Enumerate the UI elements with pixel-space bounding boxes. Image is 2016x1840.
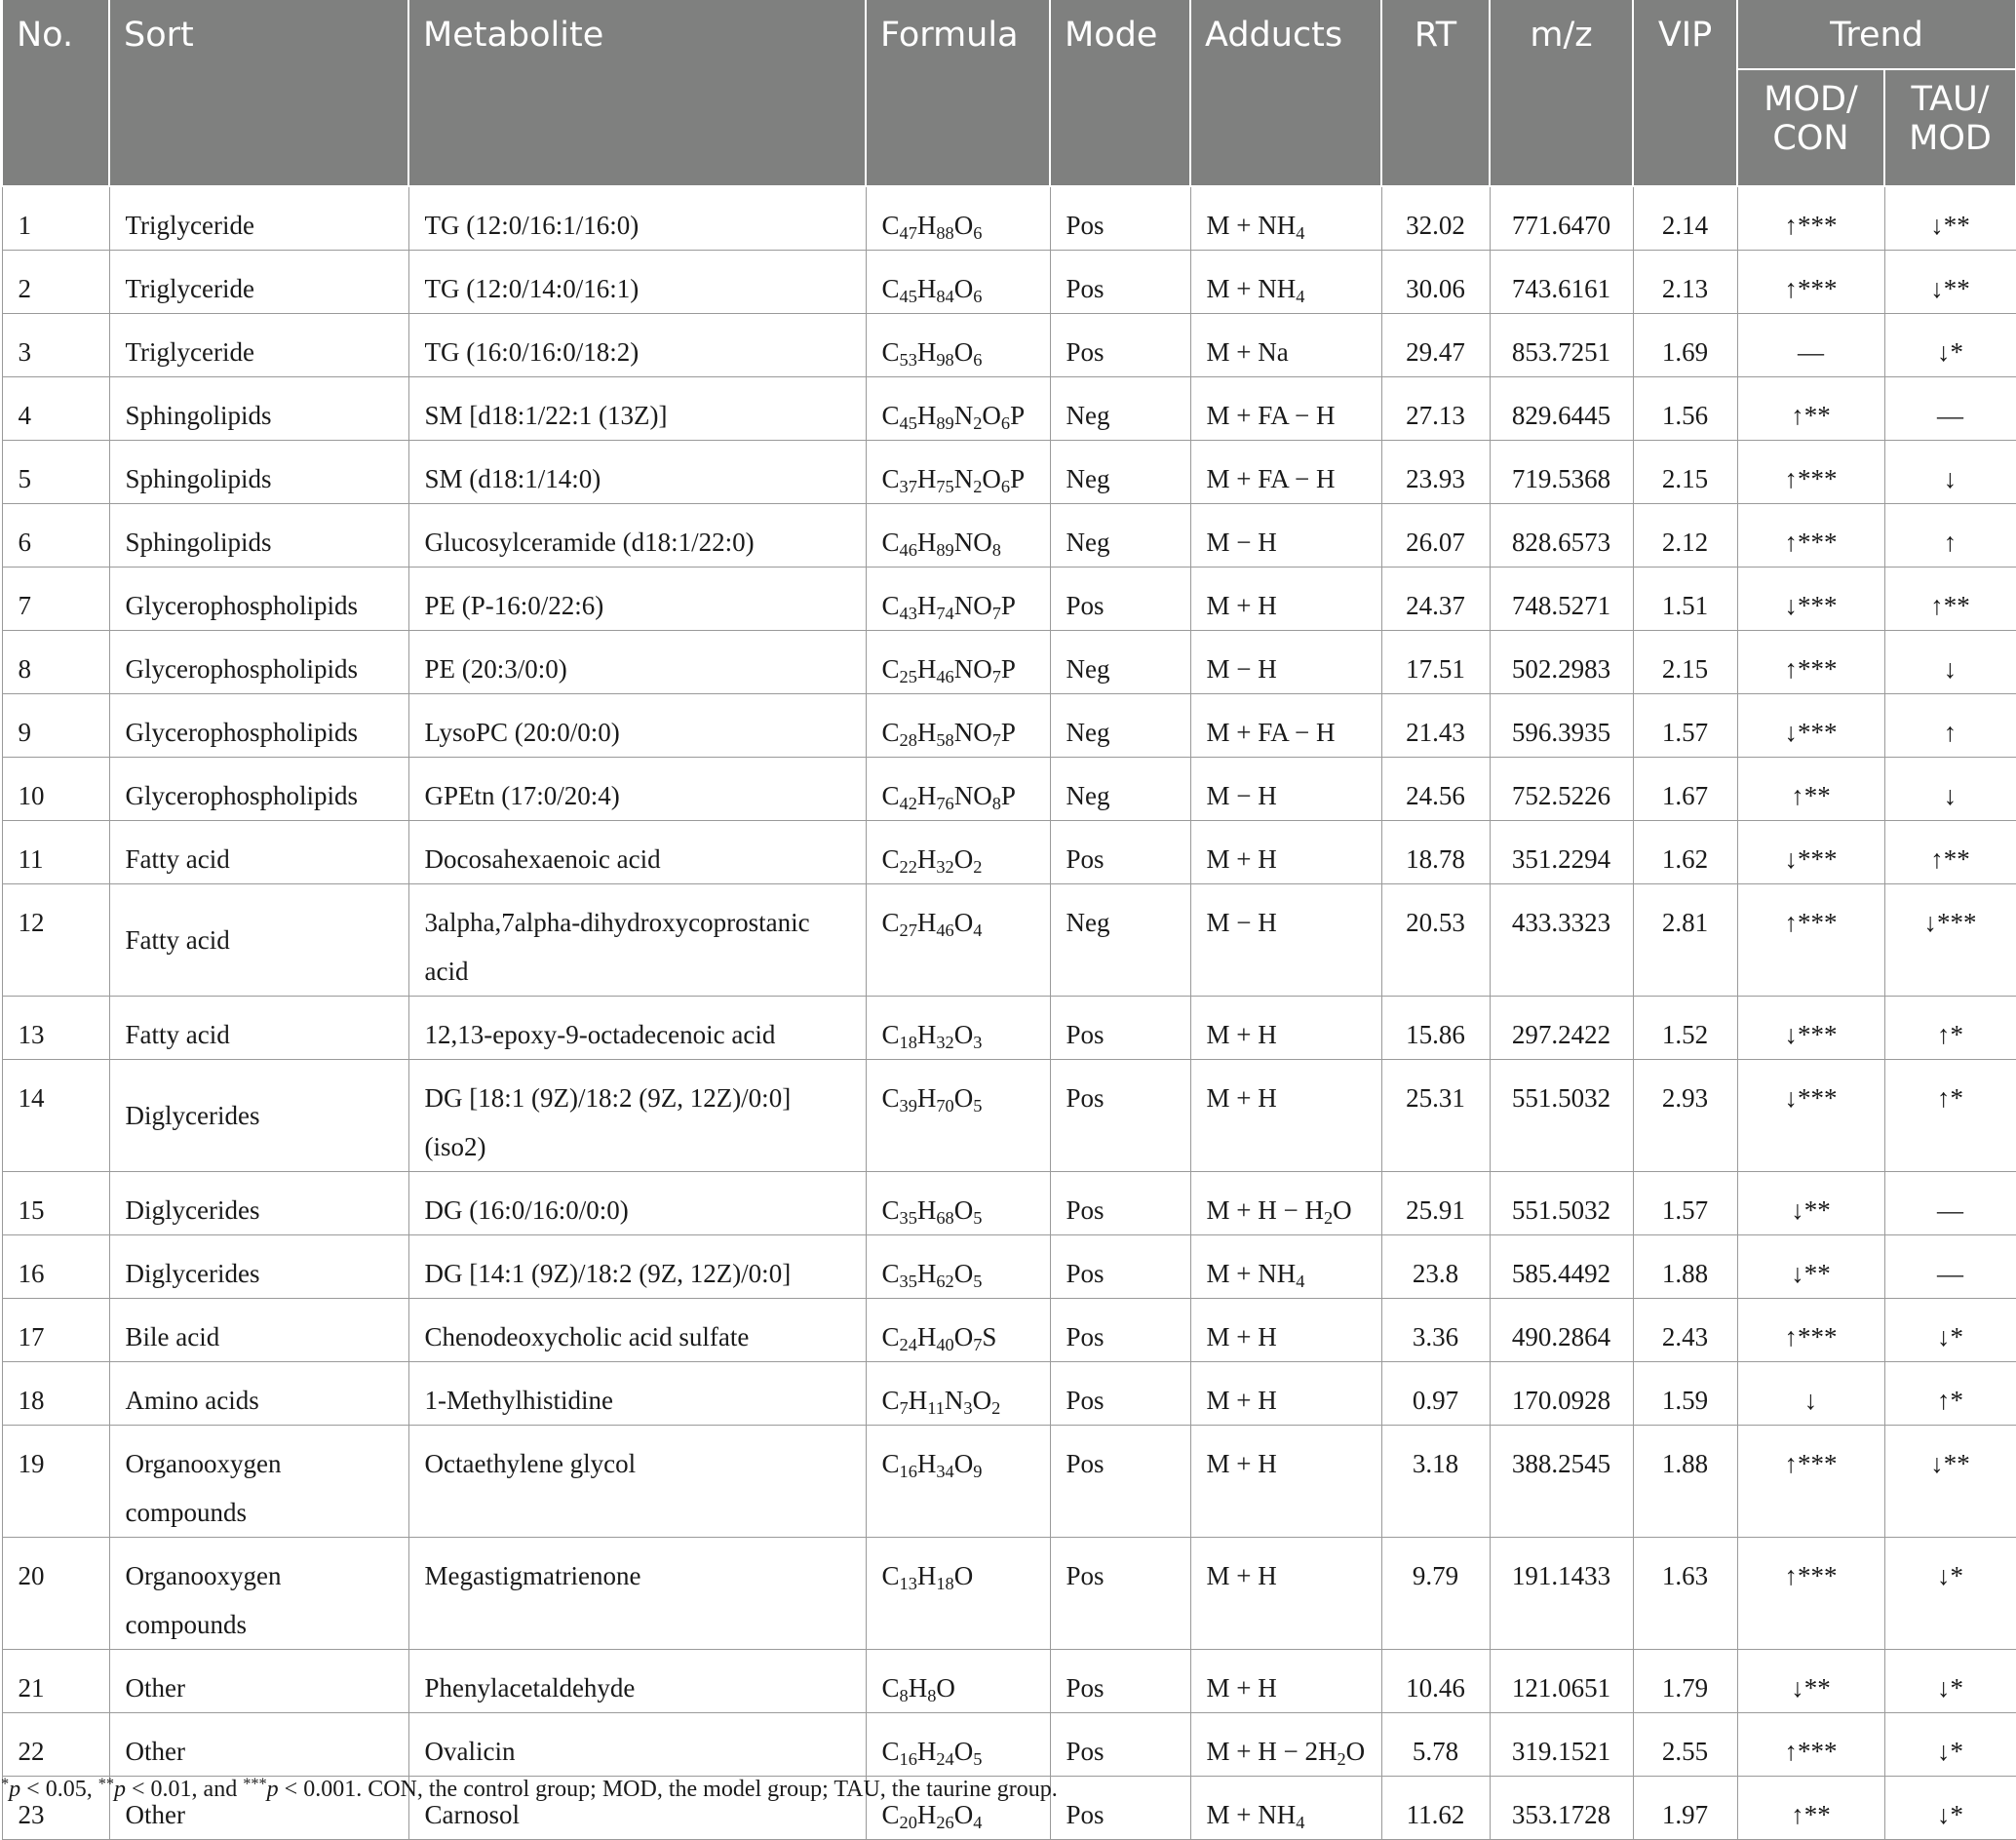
table-row (2, 1299, 2016, 1362)
cell-metabolite: Octaethylene glycol (408, 1426, 866, 1538)
table-row (2, 1362, 2016, 1426)
cell-mz: 829.6445 (1490, 377, 1633, 441)
cell-rt: 3.18 (1381, 1426, 1490, 1538)
cell-mode: Pos (1050, 251, 1190, 314)
cell-sort: Other (109, 1777, 408, 1840)
cell-trend-mod-con: ↑*** (1737, 1713, 1884, 1777)
cell-sort: Organooxygen compounds (109, 1426, 408, 1538)
cell-no: 11 (2, 821, 109, 884)
cell-rt: 20.53 (1381, 884, 1490, 997)
cell-sort: Fatty acid (109, 884, 408, 997)
cell-vip: 1.63 (1633, 1538, 1737, 1650)
cell-formula: $C_{20}H_{26}O_4$ (866, 1777, 1050, 1840)
cell-mz: 752.5226 (1490, 758, 1633, 821)
cell-adducts: M + H (1190, 1362, 1381, 1426)
cell-trend-tau-mod: ↓* (1884, 1299, 2016, 1362)
cell-vip: 2.14 (1633, 186, 1737, 251)
cell-rt: 9.79 (1381, 1538, 1490, 1650)
cell-mode: Pos (1050, 314, 1190, 377)
cell-metabolite: TG (12:0/16:1/16:0) (408, 186, 866, 251)
cell-no: 10 (2, 758, 109, 821)
cell-trend-tau-mod: ↓* (1884, 1650, 2016, 1713)
cell-sort: Triglyceride (109, 314, 408, 377)
cell-no: 8 (2, 631, 109, 694)
cell-rt: 25.31 (1381, 1060, 1490, 1172)
cell-trend-tau-mod: ↓* (1884, 1538, 2016, 1650)
cell-trend-tau-mod: — (1884, 377, 2016, 441)
cell-trend-tau-mod: ↓* (1884, 1777, 2016, 1840)
cell-sort: Other (109, 1650, 408, 1713)
cell-sort: Bile acid (109, 1299, 408, 1362)
table-row (2, 1172, 2016, 1235)
cell-vip: 1.88 (1633, 1426, 1737, 1538)
cell-trend-tau-mod: ↑* (1884, 1362, 2016, 1426)
cell-adducts: M − H (1190, 884, 1381, 997)
cell-formula: $C_{18}H_{32}O_3$ (866, 997, 1050, 1060)
cell-mode: Pos (1050, 1362, 1190, 1426)
cell-formula: $C_{13}H_{18}O$ (866, 1538, 1050, 1650)
cell-mode: Neg (1050, 694, 1190, 758)
cell-adducts: M + H (1190, 568, 1381, 631)
cell-mz: 771.6470 (1490, 186, 1633, 251)
cell-trend-mod-con: ↓*** (1737, 1060, 1884, 1172)
cell-adducts: M − H (1190, 631, 1381, 694)
cell-formula: $C_{16}H_{24}O_5$ (866, 1713, 1050, 1777)
cell-sort: Sphingolipids (109, 504, 408, 568)
cell-adducts: M + H (1190, 997, 1381, 1060)
cell-formula: $C_{45}H_{84}O_6$ (866, 251, 1050, 314)
cell-trend-tau-mod: ↓** (1884, 251, 2016, 314)
cell-rt: 15.86 (1381, 997, 1490, 1060)
cell-metabolite: Ovalicin (408, 1713, 866, 1777)
cell-trend-mod-con: ↓*** (1737, 997, 1884, 1060)
cell-metabolite: LysoPC (20:0/0:0) (408, 694, 866, 758)
cell-metabolite: Glucosylceramide (d18:1/22:0) (408, 504, 866, 568)
cell-rt: 25.91 (1381, 1172, 1490, 1235)
cell-sort: Other (109, 1713, 408, 1777)
cell-no: 3 (2, 314, 109, 377)
cell-adducts: M + FA − H (1190, 694, 1381, 758)
cell-mz: 433.3323 (1490, 884, 1633, 997)
cell-adducts: M + FA − H (1190, 377, 1381, 441)
cell-metabolite: Docosahexaenoic acid (408, 821, 866, 884)
cell-mode: Neg (1050, 377, 1190, 441)
cell-trend-mod-con: ↑*** (1737, 884, 1884, 997)
cell-formula: $C_{24}H_{40}O_7S$ (866, 1299, 1050, 1362)
cell-no: 18 (2, 1362, 109, 1426)
cell-trend-mod-con: ↓** (1737, 1235, 1884, 1299)
table-row (2, 568, 2016, 631)
cell-sort: Diglycerides (109, 1235, 408, 1299)
cell-no: 20 (2, 1538, 109, 1650)
cell-mz: 748.5271 (1490, 568, 1633, 631)
col-header-mode: Mode (1050, 0, 1190, 186)
cell-rt: 27.13 (1381, 377, 1490, 441)
cell-mz: 551.5032 (1490, 1060, 1633, 1172)
cell-trend-mod-con: ↑*** (1737, 1538, 1884, 1650)
cell-vip: 1.67 (1633, 758, 1737, 821)
cell-formula: $C_{42}H_{76}NO_8P$ (866, 758, 1050, 821)
table-row (2, 1538, 2016, 1650)
cell-mz: 191.1433 (1490, 1538, 1633, 1650)
cell-mode: Neg (1050, 504, 1190, 568)
cell-trend-tau-mod: ↓** (1884, 1426, 2016, 1538)
cell-sort: Diglycerides (109, 1060, 408, 1172)
cell-rt: 0.97 (1381, 1362, 1490, 1426)
cell-no: 1 (2, 186, 109, 251)
cell-no: 21 (2, 1650, 109, 1713)
cell-adducts: M + H (1190, 1538, 1381, 1650)
cell-trend-tau-mod: ↓*** (1884, 884, 2016, 997)
cell-vip: 1.56 (1633, 377, 1737, 441)
cell-no: 5 (2, 441, 109, 504)
cell-metabolite: PE (20:3/0:0) (408, 631, 866, 694)
cell-vip: 2.93 (1633, 1060, 1737, 1172)
cell-vip: 2.55 (1633, 1713, 1737, 1777)
cell-mz: 351.2294 (1490, 821, 1633, 884)
cell-trend-mod-con: ↓*** (1737, 821, 1884, 884)
cell-adducts: M + H (1190, 1060, 1381, 1172)
cell-vip: 1.59 (1633, 1362, 1737, 1426)
cell-sort: Sphingolipids (109, 441, 408, 504)
cell-adducts: M + FA − H (1190, 441, 1381, 504)
cell-mode: Pos (1050, 1235, 1190, 1299)
cell-no: 9 (2, 694, 109, 758)
cell-formula: $C_{35}H_{68}O_5$ (866, 1172, 1050, 1235)
cell-rt: 29.47 (1381, 314, 1490, 377)
cell-formula: $C_7H_{11}N_3O_2$ (866, 1362, 1050, 1426)
cell-mode: Pos (1050, 1777, 1190, 1840)
cell-trend-tau-mod: ↑** (1884, 568, 2016, 631)
cell-mode: Pos (1050, 1426, 1190, 1538)
cell-formula: $C_8H_8O$ (866, 1650, 1050, 1713)
cell-formula: $C_{28}H_{58}NO_7P$ (866, 694, 1050, 758)
cell-adducts: M + H (1190, 1299, 1381, 1362)
table-row (2, 997, 2016, 1060)
table-row (2, 377, 2016, 441)
cell-metabolite: DG [14:1 (9Z)/18:2 (9Z, 12Z)/0:0] (408, 1235, 866, 1299)
cell-no: 12 (2, 884, 109, 997)
col-header-rt: RT (1381, 0, 1490, 186)
cell-adducts: M + H (1190, 1650, 1381, 1713)
cell-no: 16 (2, 1235, 109, 1299)
table-row (2, 884, 2016, 997)
cell-rt: 23.93 (1381, 441, 1490, 504)
cell-vip: 1.57 (1633, 1172, 1737, 1235)
cell-mz: 828.6573 (1490, 504, 1633, 568)
cell-adducts: M + Na (1190, 314, 1381, 377)
cell-formula: $C_{39}H_{70}O_5$ (866, 1060, 1050, 1172)
cell-trend-mod-con: ↓ (1737, 1362, 1884, 1426)
cell-adducts: M − H (1190, 758, 1381, 821)
cell-sort: Fatty acid (109, 997, 408, 1060)
cell-formula: $C_{37}H_{75}N_2O_6P$ (866, 441, 1050, 504)
cell-rt: 24.56 (1381, 758, 1490, 821)
cell-vip: 2.15 (1633, 631, 1737, 694)
col-header-adducts: Adducts (1190, 0, 1381, 186)
cell-mz: 121.0651 (1490, 1650, 1633, 1713)
col-header-mz: m/z (1490, 0, 1633, 186)
cell-formula: $C_{53}H_{98}O_6$ (866, 314, 1050, 377)
cell-sort: Glycerophospholipids (109, 758, 408, 821)
cell-rt: 17.51 (1381, 631, 1490, 694)
cell-vip: 2.13 (1633, 251, 1737, 314)
cell-vip: 1.62 (1633, 821, 1737, 884)
cell-rt: 26.07 (1381, 504, 1490, 568)
cell-rt: 32.02 (1381, 186, 1490, 251)
cell-trend-tau-mod: ↓ (1884, 631, 2016, 694)
cell-mode: Pos (1050, 821, 1190, 884)
cell-mz: 585.4492 (1490, 1235, 1633, 1299)
cell-metabolite: Megastigmatrienone (408, 1538, 866, 1650)
cell-formula: $C_{43}H_{74}NO_7P$ (866, 568, 1050, 631)
cell-metabolite: DG (16:0/16:0/0:0) (408, 1172, 866, 1235)
cell-trend-tau-mod: ↓ (1884, 758, 2016, 821)
cell-no: 2 (2, 251, 109, 314)
cell-trend-tau-mod: ↑** (1884, 821, 2016, 884)
cell-adducts: $M + NH_4$ (1190, 186, 1381, 251)
cell-trend-tau-mod: — (1884, 1235, 2016, 1299)
cell-formula: $C_{16}H_{34}O_9$ (866, 1426, 1050, 1538)
cell-no: 23 (2, 1777, 109, 1840)
cell-mz: 490.2864 (1490, 1299, 1633, 1362)
cell-mz: 719.5368 (1490, 441, 1633, 504)
cell-trend-mod-con: ↓** (1737, 1650, 1884, 1713)
table-row (2, 504, 2016, 568)
cell-trend-tau-mod: ↓** (1884, 186, 2016, 251)
cell-metabolite: 12,13-epoxy-9-octadecenoic acid (408, 997, 866, 1060)
cell-sort: Glycerophospholipids (109, 694, 408, 758)
cell-vip: 1.79 (1633, 1650, 1737, 1713)
cell-trend-mod-con: ↑*** (1737, 251, 1884, 314)
cell-rt: 5.78 (1381, 1713, 1490, 1777)
cell-sort: Triglyceride (109, 251, 408, 314)
cell-adducts: $M + H - 2H_2O$ (1190, 1713, 1381, 1777)
cell-trend-tau-mod: — (1884, 1172, 2016, 1235)
cell-adducts: $M + NH_4$ (1190, 1235, 1381, 1299)
cell-mode: Neg (1050, 631, 1190, 694)
col-header-sort: Sort (109, 0, 408, 186)
cell-no: 22 (2, 1713, 109, 1777)
cell-metabolite: Phenylacetaldehyde (408, 1650, 866, 1713)
cell-rt: 3.36 (1381, 1299, 1490, 1362)
table-body (2, 186, 2016, 1840)
cell-metabolite: GPEtn (17:0/20:4) (408, 758, 866, 821)
cell-formula: $C_{25}H_{46}NO_7P$ (866, 631, 1050, 694)
cell-no: 15 (2, 1172, 109, 1235)
cell-vip: 1.52 (1633, 997, 1737, 1060)
cell-mode: Neg (1050, 441, 1190, 504)
cell-metabolite: TG (16:0/16:0/18:2) (408, 314, 866, 377)
cell-mode: Pos (1050, 186, 1190, 251)
cell-no: 14 (2, 1060, 109, 1172)
table-row (2, 694, 2016, 758)
cell-metabolite: Carnosol (408, 1777, 866, 1840)
cell-vip: 1.57 (1633, 694, 1737, 758)
cell-adducts: M + H (1190, 821, 1381, 884)
cell-adducts: M + H (1190, 1426, 1381, 1538)
cell-trend-tau-mod: ↑ (1884, 504, 2016, 568)
cell-sort: Fatty acid (109, 821, 408, 884)
cell-adducts: $M + NH_4$ (1190, 251, 1381, 314)
table-row (2, 1650, 2016, 1713)
cell-trend-tau-mod: ↓* (1884, 314, 2016, 377)
cell-vip: 1.51 (1633, 568, 1737, 631)
cell-formula: $C_{22}H_{32}O_2$ (866, 821, 1050, 884)
cell-no: 13 (2, 997, 109, 1060)
cell-mode: Pos (1050, 1299, 1190, 1362)
cell-no: 19 (2, 1426, 109, 1538)
cell-metabolite: 3alpha,7alpha-dihydroxycoprostanic acid (408, 884, 866, 997)
cell-no: 6 (2, 504, 109, 568)
col-header-trend: Trend (1737, 0, 2016, 69)
cell-mode: Pos (1050, 568, 1190, 631)
cell-metabolite: SM [d18:1/22:1 (13Z)] (408, 377, 866, 441)
metabolite-table (1, 0, 2016, 1840)
cell-mz: 502.2983 (1490, 631, 1633, 694)
cell-trend-mod-con: ↑*** (1737, 1426, 1884, 1538)
table-row (2, 314, 2016, 377)
cell-no: 17 (2, 1299, 109, 1362)
cell-trend-mod-con: ↑*** (1737, 1299, 1884, 1362)
cell-adducts: $M + NH_4$ (1190, 1777, 1381, 1840)
cell-rt: 18.78 (1381, 821, 1490, 884)
cell-formula: $C_{27}H_{46}O_4$ (866, 884, 1050, 997)
cell-trend-tau-mod: ↑* (1884, 1060, 2016, 1172)
cell-trend-mod-con: ↓*** (1737, 694, 1884, 758)
col-header-vip: VIP (1633, 0, 1737, 186)
cell-no: 4 (2, 377, 109, 441)
cell-metabolite: TG (12:0/14:0/16:1) (408, 251, 866, 314)
cell-trend-mod-con: ↑*** (1737, 504, 1884, 568)
cell-metabolite: Chenodeoxycholic acid sulfate (408, 1299, 866, 1362)
cell-mode: Pos (1050, 997, 1190, 1060)
table-row (2, 631, 2016, 694)
cell-rt: 21.43 (1381, 694, 1490, 758)
cell-trend-tau-mod: ↑* (1884, 997, 2016, 1060)
cell-mode: Pos (1050, 1172, 1190, 1235)
cell-trend-mod-con: ↑*** (1737, 631, 1884, 694)
cell-vip: 2.12 (1633, 504, 1737, 568)
cell-mz: 743.6161 (1490, 251, 1633, 314)
table-row (2, 758, 2016, 821)
cell-mz: 551.5032 (1490, 1172, 1633, 1235)
cell-sort: Glycerophospholipids (109, 568, 408, 631)
cell-mode: Pos (1050, 1538, 1190, 1650)
cell-sort: Organooxygen compounds (109, 1538, 408, 1650)
cell-rt: 23.8 (1381, 1235, 1490, 1299)
cell-vip: 1.97 (1633, 1777, 1737, 1840)
cell-rt: 11.62 (1381, 1777, 1490, 1840)
cell-trend-tau-mod: ↑ (1884, 694, 2016, 758)
cell-mz: 297.2422 (1490, 997, 1633, 1060)
cell-metabolite: SM (d18:1/14:0) (408, 441, 866, 504)
cell-trend-mod-con: ↑*** (1737, 186, 1884, 251)
cell-sort: Diglycerides (109, 1172, 408, 1235)
cell-mode: Neg (1050, 884, 1190, 997)
cell-mode: Pos (1050, 1650, 1190, 1713)
table-row (2, 1060, 2016, 1172)
col-header-tau-mod: TAU/ MOD (1884, 69, 2016, 186)
cell-trend-mod-con: — (1737, 314, 1884, 377)
cell-sort: Amino acids (109, 1362, 408, 1426)
cell-rt: 30.06 (1381, 251, 1490, 314)
cell-mz: 170.0928 (1490, 1362, 1633, 1426)
cell-formula: $C_{35}H_{62}O_5$ (866, 1235, 1050, 1299)
cell-trend-tau-mod: ↓ (1884, 441, 2016, 504)
cell-rt: 24.37 (1381, 568, 1490, 631)
col-header-no: No. (2, 0, 109, 186)
cell-mz: 596.3935 (1490, 694, 1633, 758)
cell-sort: Triglyceride (109, 186, 408, 251)
table-footnote: *p < 0.05, **p < 0.01, and ***p < 0.001. CON, the control group; MOD, the model group; TAU, the taurine group. (1, 1774, 1058, 1802)
cell-adducts: M − H (1190, 504, 1381, 568)
table-row (2, 251, 2016, 314)
table-row (2, 186, 2016, 251)
cell-trend-mod-con: ↑** (1737, 377, 1884, 441)
cell-formula: $C_{45}H_{89}N_2O_6P$ (866, 377, 1050, 441)
col-header-formula: Formula (866, 0, 1050, 186)
cell-trend-mod-con: ↑** (1737, 1777, 1884, 1840)
cell-vip: 2.43 (1633, 1299, 1737, 1362)
cell-mode: Pos (1050, 1713, 1190, 1777)
cell-trend-tau-mod: ↓* (1884, 1713, 2016, 1777)
cell-mz: 853.7251 (1490, 314, 1633, 377)
cell-adducts: $M + H - H_2O$ (1190, 1172, 1381, 1235)
cell-vip: 1.88 (1633, 1235, 1737, 1299)
cell-mz: 353.1728 (1490, 1777, 1633, 1840)
table-row (2, 441, 2016, 504)
cell-metabolite: 1-Methylhistidine (408, 1362, 866, 1426)
table-header (2, 0, 2016, 186)
col-header-mod-con: MOD/ CON (1737, 69, 1884, 186)
cell-sort: Glycerophospholipids (109, 631, 408, 694)
cell-trend-mod-con: ↑** (1737, 758, 1884, 821)
cell-mz: 388.2545 (1490, 1426, 1633, 1538)
cell-vip: 2.15 (1633, 441, 1737, 504)
cell-trend-mod-con: ↑*** (1737, 441, 1884, 504)
cell-trend-mod-con: ↓** (1737, 1172, 1884, 1235)
cell-formula: $C_{47}H_{88}O_6$ (866, 186, 1050, 251)
cell-mode: Pos (1050, 1060, 1190, 1172)
cell-mz: 319.1521 (1490, 1713, 1633, 1777)
cell-rt: 10.46 (1381, 1650, 1490, 1713)
cell-mode: Neg (1050, 758, 1190, 821)
table-row (2, 1426, 2016, 1538)
cell-vip: 1.69 (1633, 314, 1737, 377)
table-row (2, 1235, 2016, 1299)
cell-vip: 2.81 (1633, 884, 1737, 997)
table-row (2, 821, 2016, 884)
cell-metabolite: DG [18:1 (9Z)/18:2 (9Z, 12Z)/0:0] (iso2) (408, 1060, 866, 1172)
col-header-metabolite: Metabolite (408, 0, 866, 186)
cell-trend-mod-con: ↓*** (1737, 568, 1884, 631)
cell-no: 7 (2, 568, 109, 631)
table-row (2, 1713, 2016, 1777)
cell-metabolite: PE (P-16:0/22:6) (408, 568, 866, 631)
cell-sort: Sphingolipids (109, 377, 408, 441)
cell-formula: $C_{46}H_{89}NO_8$ (866, 504, 1050, 568)
